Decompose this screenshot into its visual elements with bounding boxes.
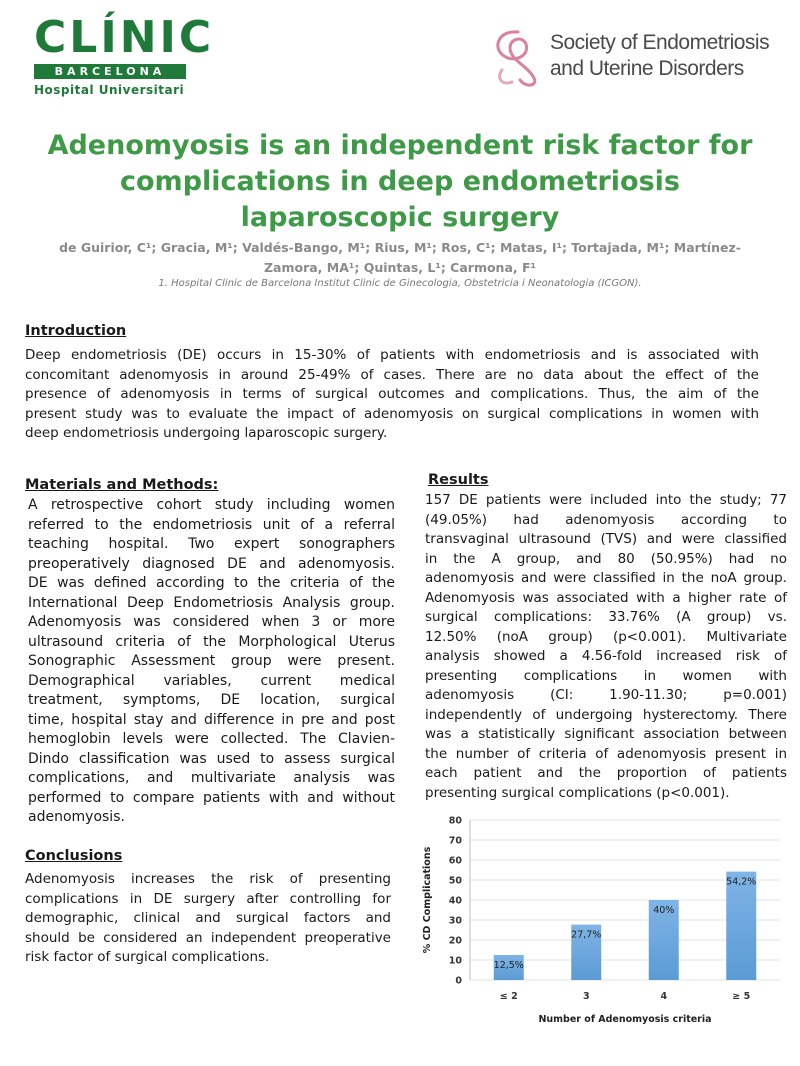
clinic-city: BARCELONA <box>34 64 186 79</box>
y-tick-label: 0 <box>455 975 462 987</box>
methods-heading: Materials and Methods: <box>25 477 219 493</box>
methods-line: time, hospital stay and difference in pre and post <box>28 711 395 728</box>
introduction-line: present study was to evaluate the impact of adenomyosis on surgical complications in women with <box>25 405 759 422</box>
introduction-line: presence of adenomyosis in terms of surgical outcomes and complications. Thus, the aim of the <box>25 386 759 402</box>
methods-line: Demographical variables, current medical <box>28 672 395 689</box>
methods-line: A retrospective cohort study including women <box>28 497 395 513</box>
chart-svg <box>408 806 788 1030</box>
introduction-text <box>25 346 759 444</box>
methods-line: Adenomyosis was considered when 3 or more <box>28 614 395 630</box>
introduction-line: Deep endometriosis (DE) occurs in 15-30% of patients with endometriosis and is associated with <box>25 347 759 363</box>
x-axis-title: Number of Adenomyosis criteria <box>538 1014 712 1025</box>
x-tick-label: ≥ 5 <box>732 991 751 1002</box>
introduction-heading: Introduction <box>25 323 127 339</box>
complications-bar-chart <box>408 806 788 1030</box>
conclusions-line: complications in DE surgery after controlling for <box>25 890 391 907</box>
authors-line: Zamora, MA¹; Quintas, L¹; Carmona, F¹ <box>263 260 537 275</box>
clinic-logo <box>34 12 215 97</box>
methods-line: complications, and multivariate analysis was <box>28 770 395 786</box>
society-logo <box>488 26 778 90</box>
introduction-line: deep endometriosis undergoing laparoscopic surgery. <box>25 425 388 441</box>
poster-title: Adenomyosis is an independent risk factor for complications in deep endometriosis laparoscopic surgery <box>47 130 753 233</box>
methods-line: DE was defined according to the criteria of the <box>28 575 395 591</box>
results-line: the number of criteria of adenomyosis present in <box>425 745 787 762</box>
methods-line: preoperatively diagnosed DE and adenomyosis. <box>28 555 395 572</box>
society-ribbon-icon <box>488 26 546 88</box>
results-line: Adenomyosis was associated with a higher rate of <box>425 589 787 606</box>
society-name-line2: and Uterine Disorders <box>550 57 744 80</box>
y-tick-label: 80 <box>448 815 462 827</box>
conclusions-text <box>25 870 391 968</box>
results-line: presenting surgical complications (p<0.001). <box>425 784 730 801</box>
y-tick-label: 70 <box>448 835 462 847</box>
results-line: surgical complications: 33.76% (A group) vs. <box>425 609 787 625</box>
methods-line: Sonographic Assessment group were present. <box>28 653 395 669</box>
methods-line: referred to the endometriosis unit of a referral <box>28 516 395 533</box>
results-line: adenomyosis (CI: 1.90-11.30; p=0.001) <box>425 687 787 703</box>
results-line: each patient and the proportion of patients <box>425 765 787 781</box>
results-line: 12.50% (noA group) (p<0.001). Multivariate <box>425 628 787 645</box>
conclusions-line: risk factor of surgical complications. <box>25 949 270 965</box>
x-tick-label: ≤ 2 <box>499 991 518 1002</box>
methods-line: hemoglobin levels were collected. The Clavien- <box>28 731 395 747</box>
y-tick-label: 40 <box>448 895 462 907</box>
clinic-name: CLÍNIC <box>34 12 215 63</box>
methods-line: teaching hospital. Two expert sonographers <box>28 536 395 552</box>
bar-data-label: 40% <box>653 905 675 916</box>
methods-text <box>28 496 395 828</box>
methods-line: International Deep Endometriosis Analysis group. <box>28 594 395 611</box>
bar <box>726 872 756 980</box>
results-line: analysis showed a 4.56-fold increased risk of <box>425 648 787 664</box>
y-tick-label: 10 <box>448 955 462 967</box>
results-text <box>425 491 787 803</box>
affiliation: 1. Hospital Clinic de Barcelona Institut Clinic de Ginecologia, Obstetricia i Neonatologia (ICGON). <box>158 278 642 289</box>
y-tick-label: 30 <box>448 915 462 927</box>
bar-data-label: 54,2% <box>726 876 757 888</box>
methods-line: treatment, symptoms, DE location, surgical <box>28 692 395 708</box>
results-line: (49.05%) had adenomyosis according to <box>425 511 787 528</box>
methods-line: performed to compare patients with and without <box>28 789 395 806</box>
results-line: presenting complications in women with <box>425 667 787 684</box>
results-heading: Results <box>428 472 489 488</box>
x-tick-label: 3 <box>582 991 590 1002</box>
clinic-subtitle: Hospital Universitari <box>34 83 185 97</box>
y-tick-label: 20 <box>448 935 462 947</box>
results-line: 157 DE patients were included into the study; 77 <box>425 492 787 508</box>
authors-line: de Guirior, C¹; Gracia, M¹; Valdés-Bango, M¹; Rius, M¹; Ros, C¹; Matas, I¹; Tortajada, M¹; Martínez- <box>59 240 741 255</box>
results-line: in the A group, and 80 (50.95%) had no <box>425 550 787 567</box>
results-line: transvaginal ultrasound (TVS) and were classified <box>425 531 787 547</box>
conclusions-heading: Conclusions <box>25 848 123 864</box>
methods-line: ultrasound criteria of the Morphological Uterus <box>28 633 395 650</box>
results-line: independently of undergoing hysterectomy. There <box>425 706 787 723</box>
methods-line: Dindo classification was used to assess surgical <box>28 750 395 767</box>
conclusions-line: Adenomyosis increases the risk of presenting <box>25 871 391 887</box>
conclusions-line: demographic, clinical and surgical factors and <box>25 910 391 926</box>
y-tick-label: 60 <box>448 855 462 867</box>
bar-data-label: 27,7% <box>571 929 602 941</box>
results-line: adenomyosis and were classified in the noA group. <box>425 570 787 586</box>
x-tick-label: 4 <box>660 991 668 1002</box>
authors <box>40 238 760 278</box>
society-name-line1: Society of Endometriosis <box>550 31 770 54</box>
y-axis-title: % CD Complications <box>422 846 433 954</box>
conclusions-line: should be considered an independent preoperative <box>25 929 391 946</box>
introduction-line: concomitant adenomyosis in around 25-49% of cases. There are no data about the effect of the <box>25 366 759 383</box>
y-tick-label: 50 <box>448 875 462 887</box>
methods-line: adenomyosis. <box>28 809 125 825</box>
bar-data-label: 12,5% <box>493 960 524 971</box>
results-line: was a statistically significant association between <box>425 726 787 742</box>
